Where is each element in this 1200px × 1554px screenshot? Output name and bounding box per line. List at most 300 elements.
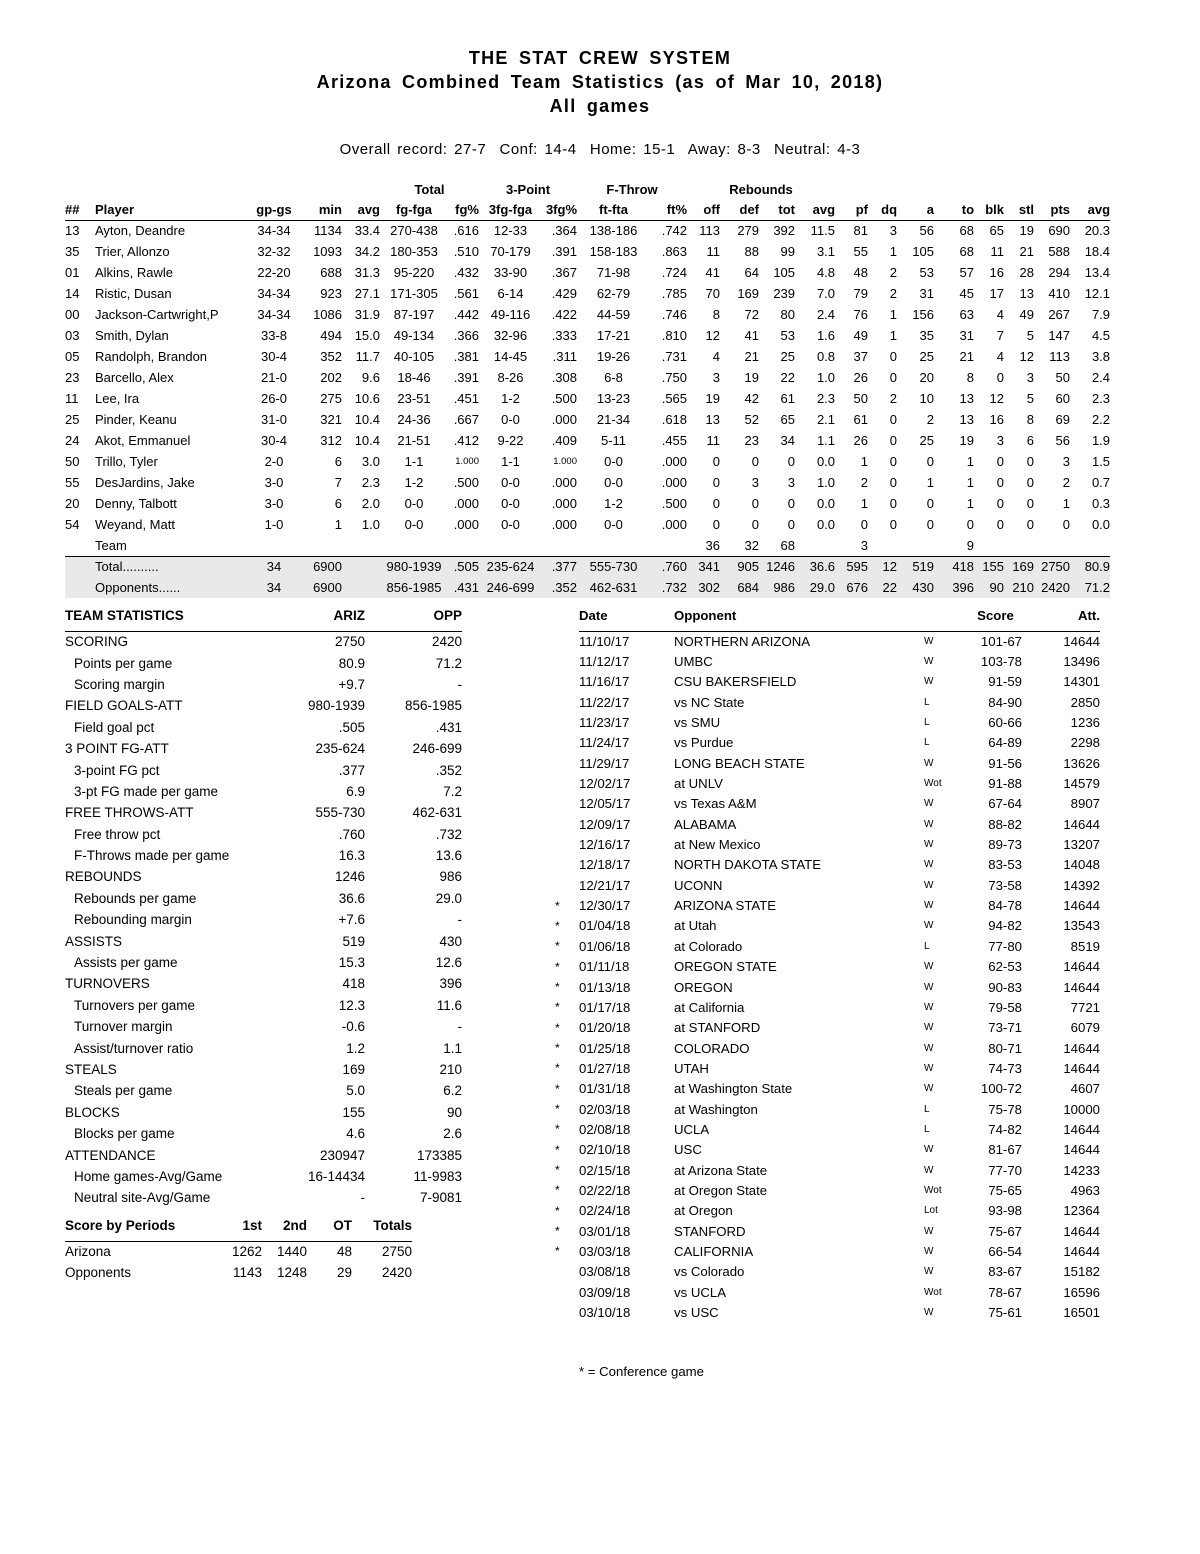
stat-cell: 30-4 <box>260 349 288 364</box>
stat-cell: .381 <box>453 349 479 364</box>
game-row <box>555 916 1100 936</box>
stat-cell: 3-0 <box>264 496 284 511</box>
stat-cell: 0 <box>996 454 1005 469</box>
stat-cell: 3 <box>860 537 869 553</box>
stat-cell: 2.0 <box>361 496 380 511</box>
game-date: 11/29/17 <box>579 755 630 771</box>
stat-cell: 1093 <box>313 244 342 259</box>
column-header: min <box>298 199 342 220</box>
game-result: L <box>924 696 930 708</box>
team-stat-ariz-value: -0.6 <box>341 1019 365 1035</box>
stat-cell: 270-438 <box>390 223 438 239</box>
game-score: 101-67 <box>980 633 1022 649</box>
game-opponent: OREGON <box>674 979 733 995</box>
stat-cell: 24 <box>65 433 80 448</box>
stat-cell: 0.8 <box>816 349 836 364</box>
stat-cell: 0 <box>712 475 721 490</box>
period-score-row <box>65 1241 412 1262</box>
stat-cell: 1 <box>889 328 898 343</box>
game-date: 03/01/18 <box>579 1223 631 1239</box>
game-row <box>555 834 1100 854</box>
team-stat-ariz-value: 235-624 <box>315 741 365 757</box>
game-date: 11/16/17 <box>579 674 630 690</box>
stat-cell: 2.3 <box>1091 391 1111 406</box>
stat-cell: 1-1 <box>404 454 424 469</box>
stat-cell: 138-186 <box>589 223 638 239</box>
game-attendance: 10000 <box>1063 1101 1100 1117</box>
stat-cell: 1 <box>966 454 975 469</box>
stat-cell <box>479 535 542 556</box>
opponents-row <box>65 577 1110 598</box>
stat-cell: 0 <box>712 517 721 532</box>
stat-cell: 31-0 <box>260 412 288 427</box>
stat-cell: 105 <box>773 265 796 280</box>
stat-cell: 40-105 <box>393 349 435 364</box>
game-row <box>555 1302 1100 1322</box>
stat-cell: .616 <box>453 223 479 239</box>
column-header: fg% <box>448 199 479 220</box>
game-attendance: 8907 <box>1070 796 1100 812</box>
game-row <box>555 1079 1100 1099</box>
stat-cell: 27.1 <box>354 286 380 301</box>
conference-game-marker: * <box>555 1081 560 1096</box>
team-stats-body <box>65 631 462 1209</box>
stat-cell: 4.5 <box>1091 328 1111 343</box>
period-column-header: 1st <box>200 1218 262 1241</box>
stat-cell: 239 <box>773 286 796 301</box>
game-opponent: vs Texas A&M <box>674 796 757 812</box>
stat-cell: 03 <box>65 328 80 343</box>
stat-cell: 80 <box>780 307 796 322</box>
game-attendance: 14644 <box>1063 1121 1100 1137</box>
column-header: pf <box>835 199 868 220</box>
game-opponent: UCONN <box>674 877 723 893</box>
column-header: a <box>897 199 934 220</box>
stat-cell: 0 <box>966 517 975 532</box>
team-stat-ariz-value: .760 <box>338 826 365 842</box>
stat-cell: 1.5 <box>1091 454 1111 469</box>
stat-cell: 155 <box>974 556 1004 577</box>
team-stat-opp-value: 856-1985 <box>404 698 462 714</box>
stat-cell: 1.0 <box>816 370 836 385</box>
conference-game-marker <box>555 733 579 753</box>
stat-cell: .731 <box>661 349 688 364</box>
column-header: Player <box>95 199 250 220</box>
stat-cell: 10 <box>919 391 935 406</box>
stat-cell: 12 <box>868 556 897 577</box>
game-score: 91-56 <box>988 755 1022 771</box>
game-date: 11/12/17 <box>579 654 630 670</box>
stat-cell: 87-197 <box>393 307 435 322</box>
stat-cell: 13 <box>705 412 721 427</box>
stat-cell <box>974 535 1004 556</box>
stat-cell: 79 <box>853 286 869 301</box>
stat-cell: .455 <box>661 433 688 448</box>
game-attendance: 4963 <box>1070 1182 1100 1198</box>
stat-cell: 0.0 <box>1091 517 1111 532</box>
stat-cell: 12 <box>1019 349 1035 364</box>
stat-cell: 34-34 <box>257 286 291 301</box>
score-by-periods-title: Score by Periods <box>65 1218 200 1241</box>
team-stat-row <box>65 631 462 652</box>
stat-cell: 34 <box>250 577 298 598</box>
player-table-head <box>65 179 1110 220</box>
team-stat-label: Free throw pct <box>74 826 161 842</box>
team-stat-opp-value: 173385 <box>416 1147 462 1163</box>
stat-cell: 1.1 <box>816 433 836 448</box>
team-stat-opp-value: 246-699 <box>412 741 462 757</box>
game-score: 78-67 <box>988 1284 1022 1300</box>
team-stat-ariz-value: 16.3 <box>338 848 365 864</box>
period-score-cell: 1440 <box>276 1244 307 1260</box>
stat-cell: .432 <box>453 265 479 280</box>
stat-cell: 3.8 <box>1091 349 1111 364</box>
conference-game-marker <box>555 672 579 692</box>
game-attendance: 15182 <box>1063 1264 1100 1280</box>
column-group-header: Rebounds <box>729 181 793 197</box>
column-header: avg <box>795 199 835 220</box>
game-score: 75-78 <box>988 1101 1022 1117</box>
game-row <box>555 1241 1100 1261</box>
stat-cell: 70-179 <box>490 244 531 259</box>
game-result: W <box>924 1062 934 1074</box>
stat-cell: 99 <box>780 244 796 259</box>
player-row <box>65 262 1110 283</box>
stat-cell: 113 <box>1049 349 1071 364</box>
team-stat-ariz-value: 15.3 <box>338 955 365 971</box>
stat-cell: 2.2 <box>1091 412 1111 427</box>
stat-cell: 41 <box>744 328 760 343</box>
stat-cell: 3-0 <box>264 475 284 490</box>
stat-cell: .422 <box>551 307 577 322</box>
game-result: W <box>924 1245 934 1257</box>
stat-cell: 1 <box>966 475 975 490</box>
team-stat-row <box>65 952 462 973</box>
stat-cell: .667 <box>453 412 479 427</box>
game-date: 12/05/17 <box>579 796 631 812</box>
column-header: pts <box>1034 199 1070 220</box>
stat-cell: 0 <box>1062 517 1071 532</box>
game-score: 66-54 <box>988 1243 1022 1259</box>
game-date: 01/27/18 <box>579 1060 631 1076</box>
team-stat-ariz-value: 6.9 <box>346 783 365 799</box>
stat-cell: 56 <box>1055 433 1071 448</box>
stat-cell: 62-79 <box>596 286 631 301</box>
stat-cell: 3.0 <box>361 454 380 469</box>
stat-cell: .000 <box>551 475 577 490</box>
team-stat-opp-value: - <box>457 912 462 928</box>
stat-cell: 4 <box>996 307 1005 322</box>
conference-game-marker: * <box>555 1000 560 1015</box>
game-opponent: at California <box>674 999 745 1015</box>
stat-cell: 0 <box>926 496 935 511</box>
stat-cell: .742 <box>661 223 688 239</box>
stat-cell: .000 <box>661 475 688 490</box>
team-stat-row <box>65 674 462 695</box>
game-result: Wot <box>924 1184 942 1196</box>
stat-cell <box>250 535 298 556</box>
game-opponent: ALABAMA <box>674 816 737 832</box>
stat-cell: 34-34 <box>257 307 291 322</box>
stat-cell: 0.0 <box>816 496 836 511</box>
game-opponent: ARIZONA STATE <box>674 898 777 914</box>
stat-cell: 25 <box>919 433 935 448</box>
game-result: W <box>924 839 934 851</box>
stat-cell: .377 <box>542 556 577 577</box>
team-stat-opp-value: 210 <box>439 1062 462 1077</box>
stat-cell: 6-14 <box>497 286 524 301</box>
stat-cell: 23 <box>65 370 80 385</box>
game-opponent: UMBC <box>674 654 713 670</box>
stat-cell: .000 <box>453 517 479 532</box>
conference-game-marker: * <box>555 898 560 913</box>
team-stat-ariz-value: +9.7 <box>338 676 365 692</box>
stat-cell: 5-11 <box>600 433 627 448</box>
stat-cell: 25 <box>919 349 935 364</box>
stat-cell: 32 <box>744 537 760 553</box>
stat-cell: 76 <box>853 307 869 322</box>
stat-cell: 1-1 <box>501 454 520 469</box>
player-table-body <box>65 220 1110 598</box>
stat-cell: 0 <box>712 454 721 469</box>
stat-cell: 22 <box>780 370 796 385</box>
stat-cell: 105 <box>912 244 935 259</box>
column-header: dq <box>868 199 897 220</box>
stat-cell: 246-699 <box>479 577 542 598</box>
game-date: 01/11/18 <box>579 959 630 975</box>
column-header: tot <box>759 199 795 220</box>
stat-cell: 856-1985 <box>380 577 448 598</box>
stat-cell: .810 <box>661 328 688 343</box>
game-date: 02/03/18 <box>579 1101 631 1117</box>
game-score: 84-78 <box>988 898 1022 914</box>
game-score: 75-67 <box>988 1223 1022 1239</box>
period-team-label: Arizona <box>65 1244 111 1260</box>
game-date: 01/17/18 <box>579 999 631 1015</box>
game-row <box>555 794 1100 814</box>
conference-game-marker: * <box>555 1224 560 1239</box>
stat-cell: Denny, Talbott <box>95 496 177 511</box>
game-result: W <box>924 676 934 688</box>
stat-cell: 10.4 <box>354 433 380 448</box>
team-stat-opp-value: 6.2 <box>443 1083 462 1099</box>
team-stat-row <box>65 1102 462 1123</box>
stat-cell: 302 <box>687 577 720 598</box>
stat-cell: 72 <box>744 307 760 322</box>
game-opponent: at Colorado <box>674 938 743 954</box>
game-attendance: 2850 <box>1070 694 1100 710</box>
stat-cell: 21-51 <box>397 433 431 448</box>
stat-cell: 392 <box>773 223 796 239</box>
overall-record-line: Overall record: 27-7 Conf: 14-4 Home: 15-1 Away: 8-3 Neutral: 4-3 <box>339 141 861 158</box>
stat-cell: DesJardins, Jake <box>95 475 195 490</box>
stat-cell: 00 <box>65 307 80 322</box>
stat-cell: 494 <box>320 328 342 343</box>
game-score: 84-90 <box>988 694 1022 710</box>
stat-cell: 26-0 <box>260 391 288 406</box>
game-opponent: at STANFORD <box>674 1020 761 1036</box>
game-opponent: at Oregon <box>674 1203 733 1219</box>
conference-game-marker <box>555 875 579 895</box>
stat-cell: Alkins, Rawle <box>95 265 174 280</box>
stat-cell: 158-183 <box>589 244 638 259</box>
stat-cell: Randolph, Brandon <box>95 349 208 364</box>
game-attendance: 14644 <box>1063 1142 1100 1158</box>
team-stat-ariz-value: 5.0 <box>346 1083 365 1099</box>
stat-cell: 25 <box>65 412 80 427</box>
stat-cell: 980-1939 <box>380 556 448 577</box>
player-row <box>65 367 1110 388</box>
stat-cell: .442 <box>453 307 479 322</box>
stat-cell: 4 <box>996 349 1005 364</box>
team-stat-ariz-value: 4.6 <box>346 1126 365 1142</box>
page-title: Arizona Combined Team Statistics (as of Mar 10, 2018) <box>316 72 884 92</box>
stat-cell: 0 <box>889 517 898 532</box>
stat-cell: .391 <box>453 370 479 385</box>
stat-cell: 21 <box>744 349 760 364</box>
game-score: 80-71 <box>988 1040 1022 1056</box>
game-opponent: STANFORD <box>674 1223 746 1239</box>
game-date: 11/23/17 <box>579 715 630 731</box>
game-result: W <box>924 757 934 769</box>
team-stat-row <box>65 995 462 1016</box>
game-result: L <box>924 1123 930 1135</box>
stat-cell: 49 <box>1019 307 1035 322</box>
game-date: 12/30/17 <box>579 898 631 914</box>
team-stat-label: FIELD GOALS-ATT <box>65 698 183 714</box>
stat-cell: 41 <box>705 265 721 280</box>
score-by-periods-table <box>65 1218 412 1283</box>
stat-cell <box>298 535 342 556</box>
stat-cell: 80.9 <box>1070 556 1110 577</box>
stat-cell <box>1070 535 1110 556</box>
stat-cell: 60 <box>1055 391 1071 406</box>
team-stat-opp-value: 396 <box>439 976 462 992</box>
stat-cell: 312 <box>320 433 342 448</box>
game-opponent: NORTHERN ARIZONA <box>674 633 811 649</box>
stat-cell: 0-0 <box>404 517 424 532</box>
team-stat-opp-value: .431 <box>435 719 462 735</box>
conference-game-marker <box>555 631 579 651</box>
team-stat-label: Points per game <box>74 655 173 671</box>
stat-cell: 3 <box>1062 454 1071 469</box>
stat-cell: .500 <box>661 496 688 511</box>
stat-cell: 12.1 <box>1084 286 1111 301</box>
player-row <box>65 220 1110 241</box>
team-stat-opp-value: 11.6 <box>436 997 462 1013</box>
stat-cell <box>342 535 380 556</box>
stat-cell: 11.5 <box>810 223 836 239</box>
stat-cell: 95-220 <box>393 265 435 280</box>
conference-game-marker <box>555 814 579 834</box>
stat-cell: 34.2 <box>354 244 380 259</box>
stat-cell: 0 <box>1026 517 1035 532</box>
stat-cell: 169 <box>1004 556 1034 577</box>
stat-cell: 6900 <box>298 577 342 598</box>
game-score: 94-82 <box>988 918 1022 934</box>
game-row <box>555 814 1100 834</box>
stat-cell: 0-0 <box>501 496 520 511</box>
player-row <box>65 493 1110 514</box>
conference-game-marker: * <box>555 1041 560 1056</box>
conference-game-marker <box>555 651 579 671</box>
stat-cell: 69 <box>1055 412 1071 427</box>
stat-cell: 0-0 <box>604 475 623 490</box>
stat-cell: 0-0 <box>501 412 520 427</box>
game-row <box>555 1018 1100 1038</box>
stat-cell: 35 <box>919 328 935 343</box>
stat-cell: 4.8 <box>816 265 836 280</box>
team-stat-label: REBOUNDS <box>65 869 142 885</box>
stat-cell: 9.6 <box>361 370 380 385</box>
period-score-cell: 1143 <box>232 1265 262 1280</box>
team-stat-opp-value: 2.6 <box>443 1126 462 1142</box>
stat-cell: 418 <box>934 556 974 577</box>
stat-cell: 14-45 <box>493 349 528 364</box>
player-row <box>65 388 1110 409</box>
stat-cell: 37 <box>853 349 869 364</box>
stat-cell: 11.7 <box>355 349 380 364</box>
stat-cell: 0 <box>787 454 796 469</box>
conference-game-marker: * <box>555 1244 560 1259</box>
stat-cell: 5 <box>1026 328 1035 343</box>
team-stat-label: Steals per game <box>74 1083 173 1099</box>
team-stat-row <box>65 781 462 802</box>
game-score: 75-65 <box>988 1182 1022 1198</box>
stat-cell: .724 <box>661 265 688 280</box>
stat-cell: 2 <box>889 286 898 301</box>
stat-cell <box>577 535 650 556</box>
stat-cell: .746 <box>661 307 688 322</box>
stat-cell: 0.3 <box>1091 496 1111 511</box>
stat-group-header-row <box>65 179 1110 199</box>
stat-cell: 81 <box>853 223 869 239</box>
team-stats-header-row <box>65 608 462 631</box>
game-date: 01/13/18 <box>579 979 631 995</box>
game-score: 67-64 <box>988 796 1022 812</box>
stat-cell <box>380 535 448 556</box>
stat-cell: 20 <box>65 496 80 511</box>
conference-game-marker: * <box>555 918 560 933</box>
stat-cell: Trillo, Tyler <box>95 454 158 469</box>
stat-cell: .429 <box>551 286 577 301</box>
conference-game-marker <box>555 712 579 732</box>
team-stat-ariz-value: 1246 <box>334 869 365 885</box>
team-stat-label: ASSISTS <box>65 933 123 949</box>
column-header: ## <box>65 199 95 220</box>
stat-cell: 49-116 <box>490 307 531 322</box>
stat-cell: .409 <box>551 433 577 448</box>
stat-cell: 1 <box>889 307 898 322</box>
stat-cell: 44-59 <box>596 307 631 322</box>
score-by-periods-header-row <box>65 1218 412 1241</box>
stat-cell: Lee, Ira <box>95 391 140 406</box>
game-attendance: 14644 <box>1063 1223 1100 1239</box>
stat-cell: .000 <box>661 454 688 469</box>
game-score: 88-82 <box>988 816 1022 832</box>
team-stat-row <box>65 973 462 994</box>
game-score: 64-89 <box>988 735 1022 751</box>
stat-cell: 33-90 <box>493 265 528 280</box>
team-stats-head <box>65 608 462 631</box>
stat-cell: 235-624 <box>479 556 542 577</box>
game-attendance: 14644 <box>1063 633 1100 649</box>
stat-cell: 35 <box>65 244 80 259</box>
team-stat-row <box>65 888 462 909</box>
team-stat-ariz-value: 1.2 <box>346 1040 365 1056</box>
stat-cell: 19 <box>744 370 760 385</box>
stat-cell: .732 <box>650 577 687 598</box>
